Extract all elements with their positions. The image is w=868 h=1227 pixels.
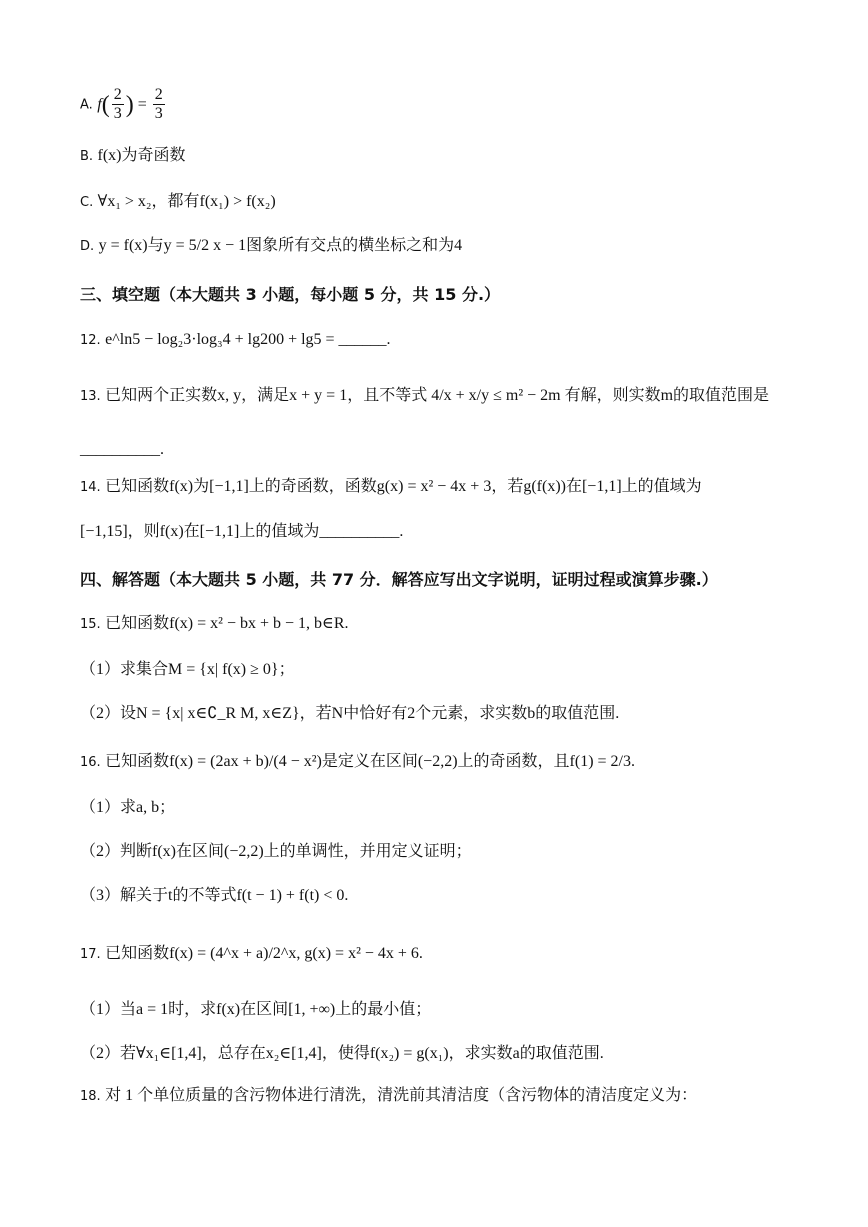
question-15-part-2-text: （2）设N = {x| x∈∁_R M, x∈Z}，若N中恰好有2个元素，求实数b的取值范围. [80, 705, 620, 722]
question-13-blank: __________. [80, 441, 164, 458]
question-14-text-1: 已知函数f(x)为[−1,1]上的奇函数，函数g(x) = x² − 4x + 3，若g(f(x))在[−1,1]上的值域为 [105, 478, 702, 495]
question-13-number: 13. [80, 389, 101, 404]
question-17-stem: 已知函数f(x) = (4^x + a)/2^x, g(x) = x² − 4x + 6. [105, 945, 423, 962]
question-14-cont [80, 522, 403, 542]
question-14-text-2: [−1,15]，则f(x)在[−1,1]上的值域为__________. [80, 523, 404, 540]
question-14-number: 14. [80, 480, 101, 495]
option-c-text: ∀x₁ > x₂，都有f(x₁) > f(x₂) [97, 193, 276, 210]
option-c [80, 192, 276, 213]
question-17-part-2 [80, 1044, 604, 1064]
section-3-title: 三、填空题（本大题共 3 小题，每小题 5 分，共 15 分.） [80, 285, 501, 304]
question-17-part-1-text: （1）当a = 1时，求f(x)在区间[1, +∞)上的最小值； [80, 1001, 432, 1018]
question-17-part-1 [80, 1000, 431, 1020]
question-15-number: 15. [80, 617, 101, 632]
question-16 [80, 752, 635, 773]
question-18 [80, 1086, 697, 1107]
question-12 [80, 330, 391, 351]
question-16-part-1 [80, 798, 175, 818]
option-b-label: B. [80, 149, 94, 164]
question-17-part-2-text: （2）若∀x₁∈[1,4]，总存在x₂∈[1,4]，使得f(x₂) = g(x₁)，求实数a的取值范围. [80, 1045, 604, 1062]
question-16-stem: 已知函数f(x) = (2ax + b)/(4 − x²)是定义在区间(−2,2)上的奇函数，且f(1) = 2/3. [105, 753, 635, 770]
question-13-text: 已知两个正实数x, y，满足x + y = 1，且不等式 4/x + x/y ≤ m² − 2m 有解，则实数m的取值范围是 [105, 387, 770, 404]
question-18-number: 18. [80, 1089, 101, 1104]
question-13 [80, 386, 769, 407]
question-18-text: 对 1 个单位质量的含污物体进行清洗，清洗前其清洁度（含污物体的清洁度定义为： [105, 1087, 698, 1104]
question-14 [80, 477, 702, 498]
question-13-blank-line [80, 440, 164, 460]
question-15 [80, 614, 349, 635]
option-a-formula: f( $\frac{2}{3}$ ) = $\frac{2}{3}$ [97, 86, 163, 122]
question-15-part-1-text: （1）求集合M = {x| f(x) ≥ 0}； [80, 661, 295, 678]
option-c-label: C. [80, 195, 94, 210]
question-12-text: e^ln5 − log₂3·log₃4 + lg200 + lg5 = ______. [105, 331, 391, 348]
question-16-part-2 [80, 842, 472, 862]
question-16-part-3-text: （3）解关于t的不等式f(t − 1) + f(t) < 0. [80, 887, 349, 904]
option-d [80, 236, 462, 257]
option-a-label: A. [80, 97, 93, 113]
question-17-number: 17. [80, 947, 101, 962]
option-b [80, 146, 186, 167]
question-15-part-1 [80, 660, 295, 680]
option-d-text: y = f(x)与y = 5/2 x − 1图象所有交点的横坐标之和为4 [98, 237, 463, 254]
question-16-part-1-text: （1）求a, b； [80, 799, 176, 816]
option-a [80, 86, 167, 123]
question-15-stem: 已知函数f(x) = x² − bx + b − 1, b∈R. [105, 615, 349, 632]
question-15-part-2 [80, 704, 619, 724]
question-17 [80, 944, 423, 965]
question-16-part-3 [80, 886, 348, 906]
option-b-text: f(x)为奇函数 [97, 147, 186, 164]
question-16-part-2-text: （2）判断f(x)在区间(−2,2)上的单调性，并用定义证明； [80, 843, 472, 860]
section-4-title: 四、解答题（本大题共 5 小题，共 77 分．解答应写出文字说明，证明过程或演算步骤.） [80, 570, 718, 589]
option-d-label: D. [80, 239, 95, 254]
question-16-number: 16. [80, 755, 101, 770]
question-12-number: 12. [80, 333, 101, 348]
